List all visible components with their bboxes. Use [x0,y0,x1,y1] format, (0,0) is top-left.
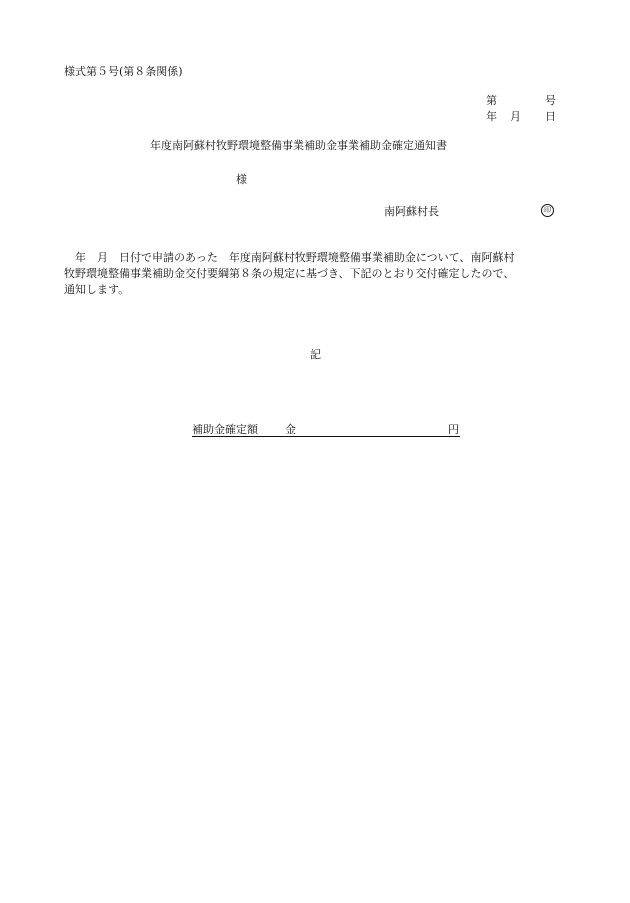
body-indent [64,251,75,264]
number-prefix: 第 [486,94,497,107]
issuer-name: 南阿蘇村長 [384,205,439,218]
amount-label: 補助金確定額 [192,423,258,436]
document-title: 年度南阿蘇村牧野環境整備事業補助金事業補助金確定通知書 [150,139,447,152]
number-suffix: 号 [545,94,556,107]
date-day: 日 [545,110,556,123]
form-label: 様式第５号(第８条関係) [64,65,183,78]
body-text [64,250,564,298]
seal-mark: 印 [541,204,554,217]
body-line-2: 牧野環境整備事業補助金交付要綱第８条の規定に基づき、下記のとおり交付確定したので、 [64,267,515,280]
amount-prefix: 金 [285,423,296,436]
body-line-1-text: 年 月 日付で申請のあった 年度南阿蘇村牧野環境整備事業補助金について、南阿蘇村 [75,251,515,264]
ki-heading: 記 [310,348,321,361]
amount-unit: 円 [448,423,459,436]
amount-line [192,424,460,437]
recipient-suffix: 様 [236,173,247,186]
date-year: 年 [486,110,497,123]
date-month: 月 [510,110,521,123]
body-line-3: 通知します。 [64,283,130,296]
body-line-1 [64,250,564,266]
